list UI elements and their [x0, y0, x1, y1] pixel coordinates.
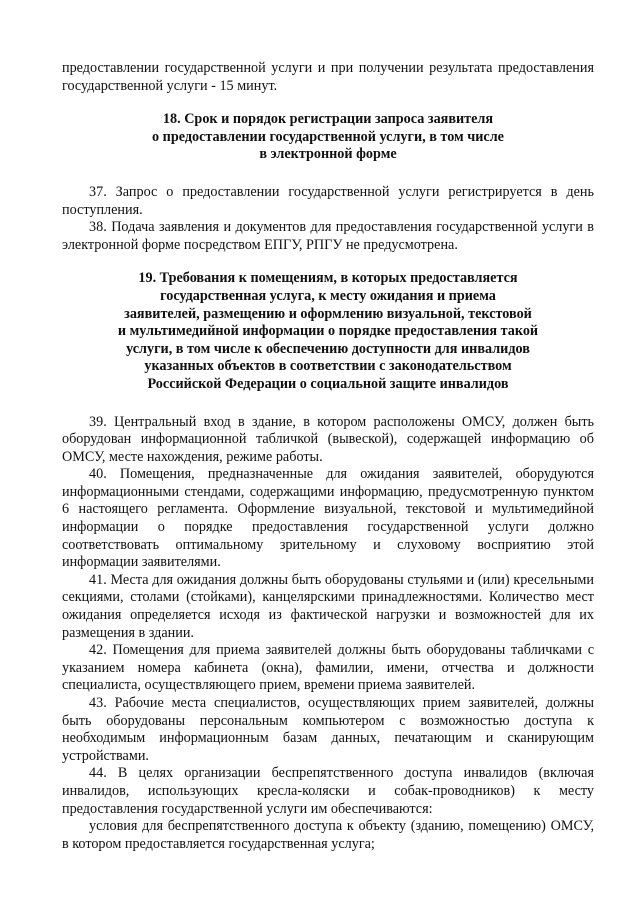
paragraph-continuation: предоставлении государственной услуги и при получении результата предоставления государственной услуги - 15 минут.: [62, 60, 594, 94]
paragraph-43: 43. Рабочие места специалистов, осуществляющих прием заявителей, должны быть оборудованы персональным компьютером с возможностью доступа к необходимым информационным базам данных, печатающим и сканирующим устройствами.: [62, 695, 594, 764]
paragraph-42: 42. Помещения для приема заявителей должны быть оборудованы табличками с указанием номера кабинета (окна), фамилии, имени, отчества и должности специалиста, осуществляющего прием, времени приема заявителей.: [62, 642, 594, 694]
paragraph-38: 38. Подача заявления и документов для предоставления государственной услуги в электронной форме посредством ЕПГУ, РПГУ не предусмотрена.: [62, 219, 594, 253]
paragraph-39: 39. Центральный вход в здание, в котором расположены ОМСУ, должен быть оборудован информационной табличкой (вывеской), содержащей информацию об ОМСУ, месте нахождения, режиме работы.: [62, 413, 594, 465]
section-19-heading: 19. Требования к помещениям, в которых предоставляется государственная услуга, к месту ожидания и приема заявителей, размещению и оформлению визуальной, текстовой и мультимедийной информации о порядке предоставления такой услуги, в том числе к обеспечению доступности для инвалидов указанных объектов в соответствии с законодательством Российской Федерации о социальной защите инвалидов: [117, 270, 539, 392]
section-18-heading: 18. Срок и порядок регистрации запроса заявителя о предоставлении государственной услуги, в том числе в электронной форме: [152, 111, 504, 163]
paragraph-44: 44. В целях организации беспрепятственного доступа инвалидов (включая инвалидов, использующих кресла-коляски и собак-проводников) к месту предоставления государственной услуги им обеспечиваются:: [62, 765, 594, 817]
paragraph-40: 40. Помещения, предназначенные для ожидания заявителей, оборудуются информационными стендами, содержащими информацию, предусмотренную пунктом 6 настоящего регламента. Оформление визуальной, текстовой и мультимедийной информации о порядке предоставления государственной услуги должно соответствовать оптимальному зрительному и слуховому восприятию этой информации заявителями.: [62, 466, 594, 571]
paragraph-37: 37. Запрос о предоставлении государственной услуги регистрируется в день поступления.: [62, 183, 594, 218]
paragraph-44-item: условия для беспрепятственного доступа к объекту (зданию, помещению) ОМСУ, в котором предоставляется государственная услуга;: [62, 818, 594, 852]
paragraph-41: 41. Места для ожидания должны быть оборудованы стульями и (или) кресельными секциями, столами (стойками), канцелярскими принадлежностями. Количество мест ожидания определяется исходя из фактической нагрузки и возможностей для их размещения в здании.: [62, 571, 594, 641]
document-page: [62, 60, 594, 853]
